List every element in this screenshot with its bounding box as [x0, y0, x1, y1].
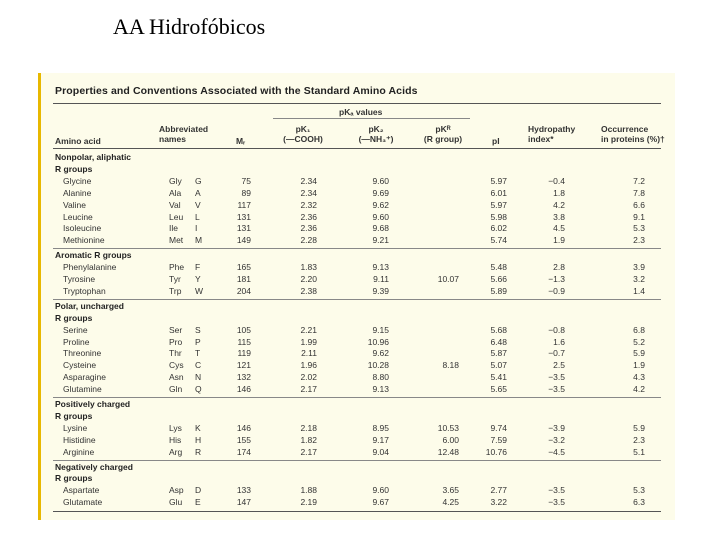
cell-name: Arginine — [63, 446, 95, 457]
cell-mr: 204 — [236, 285, 251, 296]
cell-mr: 121 — [236, 360, 251, 371]
cell-abbr1: G — [195, 175, 202, 186]
cell-occurrence: 5.2 — [633, 336, 645, 347]
cell-mr: 89 — [241, 187, 251, 198]
cell-abbr1: E — [195, 497, 201, 508]
cell-hydropathy: 2.5 — [553, 360, 565, 371]
cell-pi: 7.59 — [490, 434, 507, 445]
cell-pi: 6.02 — [490, 223, 507, 234]
cell-pk2: 9.15 — [372, 324, 389, 335]
cell-hydropathy: 1.6 — [553, 336, 565, 347]
cell-occurrence: 4.3 — [633, 372, 645, 383]
cell-occurrence: 6.6 — [633, 199, 645, 210]
cell-hydropathy: −3.5 — [548, 372, 565, 383]
cell-name: Asparagine — [63, 372, 107, 383]
group-divider — [53, 248, 661, 249]
cell-pk2: 9.69 — [372, 187, 389, 198]
cell-abbr3: Pro — [169, 336, 183, 347]
cell-pk1: 1.82 — [300, 434, 317, 445]
cell-hydropathy: −3.9 — [548, 422, 565, 433]
header-abbrev: Abbreviated names — [159, 124, 209, 144]
cell-pk2: 9.13 — [372, 262, 389, 273]
cell-pk2: 9.60 — [372, 211, 389, 222]
cell-hydropathy: 4.2 — [553, 199, 565, 210]
cell-occurrence: 7.8 — [633, 187, 645, 198]
cell-hydropathy: 3.8 — [553, 211, 565, 222]
cell-abbr1: P — [195, 336, 201, 347]
cell-pk2: 9.17 — [372, 434, 389, 445]
cell-name: Glutamate — [63, 497, 103, 508]
header-mr: Mᵣ — [236, 136, 246, 146]
cell-pk1: 2.34 — [300, 175, 317, 186]
cell-pk1: 2.21 — [300, 324, 317, 335]
cell-name: Histidine — [63, 434, 96, 445]
cell-pk2: 10.96 — [367, 336, 389, 347]
cell-name: Tyrosine — [63, 274, 96, 284]
cell-mr: 115 — [237, 336, 251, 347]
cell-mr: 181 — [236, 274, 251, 284]
cell-name: Glutamine — [63, 384, 102, 395]
cell-abbr3: Gly — [169, 175, 182, 186]
cell-pi: 5.98 — [490, 211, 507, 222]
cell-abbr3: Ile — [169, 223, 178, 234]
cell-occurrence: 6.8 — [633, 324, 645, 335]
cell-pk2: 9.11 — [373, 274, 389, 284]
cell-hydropathy: 1.9 — [553, 235, 565, 246]
cell-abbr1: S — [195, 324, 201, 335]
group-heading: Positively charged — [55, 399, 131, 409]
cell-abbr1: D — [195, 485, 202, 496]
cell-name: Cysteine — [63, 360, 97, 371]
cell-pk1: 2.32 — [300, 199, 317, 210]
cell-pkr: 12.48 — [437, 446, 459, 457]
cell-abbr1: V — [195, 199, 201, 210]
cell-mr: 131 — [236, 223, 251, 234]
cell-abbr1: Q — [195, 384, 202, 395]
cell-pkr: 10.07 — [437, 274, 459, 284]
cell-pk1: 2.02 — [300, 372, 317, 383]
table-title: Properties and Conventions Associated with the Standard Amino Acids — [55, 85, 418, 97]
cell-pi: 5.68 — [490, 324, 507, 335]
cell-hydropathy: 4.5 — [553, 223, 565, 234]
cell-name: Leucine — [63, 211, 93, 222]
cell-name: Lysine — [63, 422, 88, 433]
cell-pk2: 9.39 — [372, 285, 389, 296]
cell-pi: 10.76 — [485, 446, 507, 457]
pka-header-rule — [273, 118, 470, 119]
cell-hydropathy: −1.3 — [548, 274, 565, 284]
cell-mr: 117 — [237, 199, 251, 210]
cell-pkr: 4.25 — [442, 497, 459, 508]
cell-pk2: 8.95 — [372, 422, 389, 433]
cell-pk2: 9.04 — [372, 446, 389, 457]
group-heading: R groups — [55, 312, 93, 323]
header-occurrence: Occurrence in proteins (%)† — [601, 124, 665, 144]
cell-abbr3: Lys — [169, 422, 182, 433]
cell-abbr1: Y — [195, 274, 201, 284]
cell-abbr1: N — [195, 372, 202, 383]
cell-abbr3: Gln — [169, 384, 183, 395]
cell-pkr: 3.65 — [442, 485, 459, 496]
header-hydropathy: Hydropathy index* — [528, 124, 576, 144]
cell-name: Serine — [63, 324, 88, 335]
cell-occurrence: 5.3 — [633, 223, 645, 234]
cell-pk2: 9.68 — [372, 223, 389, 234]
cell-pkr: 6.00 — [442, 434, 459, 445]
cell-mr: 133 — [236, 485, 251, 496]
cell-pk1: 2.28 — [300, 235, 317, 246]
cell-pi: 6.48 — [490, 336, 507, 347]
cell-abbr1: W — [195, 285, 204, 296]
cell-pk1: 2.34 — [300, 187, 317, 198]
cell-pk2: 9.21 — [372, 235, 389, 246]
cell-hydropathy: −0.7 — [548, 348, 565, 359]
cell-mr: 165 — [236, 262, 251, 273]
cell-name: Isoleucine — [63, 223, 102, 234]
cell-pi: 2.77 — [490, 485, 507, 496]
cell-occurrence: 1.9 — [633, 360, 645, 371]
cell-name: Valine — [63, 199, 86, 210]
cell-abbr3: Ala — [169, 187, 182, 198]
cell-mr: 131 — [236, 211, 251, 222]
cell-mr: 147 — [236, 497, 251, 508]
cell-hydropathy: −0.9 — [548, 285, 565, 296]
amino-acid-table — [38, 73, 675, 520]
cell-pi: 5.07 — [490, 360, 507, 371]
cell-abbr1: M — [195, 235, 203, 246]
cell-pi: 5.48 — [490, 262, 507, 273]
cell-name: Alanine — [63, 187, 92, 198]
cell-pk2: 9.13 — [372, 384, 389, 395]
slide-title: AA Hidrofóbicos — [113, 14, 266, 39]
cell-hydropathy: −3.5 — [548, 485, 565, 496]
group-divider — [53, 299, 661, 300]
cell-abbr3: Ser — [169, 324, 183, 335]
cell-occurrence: 5.1 — [633, 446, 645, 457]
cell-hydropathy: −3.5 — [548, 384, 565, 395]
cell-occurrence: 5.9 — [633, 348, 645, 359]
cell-mr: 174 — [236, 446, 251, 457]
cell-occurrence: 2.3 — [633, 434, 645, 445]
cell-occurrence: 2.3 — [633, 235, 645, 246]
cell-abbr1: T — [195, 348, 201, 359]
cell-abbr1: R — [195, 446, 202, 457]
cell-hydropathy: −3.5 — [548, 497, 565, 508]
cell-mr: 105 — [236, 324, 251, 335]
cell-pk1: 2.38 — [300, 285, 317, 296]
cell-name: Glycine — [63, 175, 92, 186]
group-heading: Polar, uncharged — [55, 300, 124, 311]
cell-pk1: 2.17 — [300, 446, 317, 457]
cell-abbr3: Tyr — [169, 274, 181, 284]
cell-abbr3: Val — [169, 199, 181, 210]
cell-pk1: 2.17 — [300, 384, 317, 395]
cell-abbr3: Leu — [169, 211, 184, 222]
cell-pk1: 1.83 — [300, 262, 317, 273]
cell-pi: 5.97 — [490, 175, 507, 186]
group-heading: R groups — [55, 163, 93, 174]
cell-pi: 5.89 — [490, 285, 507, 296]
group-heading: R groups — [55, 473, 93, 484]
cell-pk1: 1.99 — [300, 336, 317, 347]
cell-abbr3: Arg — [169, 446, 183, 457]
cell-name: Phenylalanine — [63, 262, 117, 273]
cell-occurrence: 7.2 — [633, 175, 645, 186]
cell-pk1: 2.36 — [300, 223, 317, 234]
cell-abbr1: I — [195, 223, 198, 234]
cell-pkr: 8.18 — [442, 360, 459, 371]
group-divider — [53, 460, 661, 461]
cell-pk1: 1.96 — [300, 360, 317, 371]
cell-pk2: 9.62 — [372, 199, 389, 210]
header-pkr: pKᴿ (R group) — [423, 124, 463, 144]
cell-occurrence: 6.3 — [633, 497, 645, 508]
cell-name: Tryptophan — [63, 285, 106, 296]
cell-abbr3: Thr — [169, 348, 182, 359]
cell-pk1: 1.88 — [300, 485, 317, 496]
cell-abbr3: Met — [169, 235, 184, 246]
cell-mr: 146 — [236, 422, 251, 433]
cell-abbr1: A — [195, 187, 201, 198]
cell-occurrence: 3.2 — [633, 274, 645, 284]
cell-mr: 146 — [236, 384, 251, 395]
cell-abbr1: H — [195, 434, 202, 445]
cell-abbr1: F — [195, 262, 201, 273]
cell-hydropathy: −4.5 — [548, 446, 565, 457]
cell-abbr3: Asn — [169, 372, 184, 383]
cell-abbr1: L — [195, 211, 200, 222]
cell-occurrence: 5.9 — [633, 422, 645, 433]
cell-abbr3: Asp — [169, 485, 184, 496]
cell-pk1: 2.36 — [300, 211, 317, 222]
group-heading: Aromatic R groups — [55, 250, 132, 261]
cell-occurrence: 4.2 — [633, 384, 645, 395]
cell-pk2: 9.60 — [372, 175, 389, 186]
cell-pk2: 8.80 — [372, 372, 389, 383]
cell-pkr: 10.53 — [437, 422, 459, 433]
cell-pi: 9.74 — [490, 422, 507, 433]
cell-pi: 5.41 — [490, 372, 507, 383]
cell-occurrence: 9.1 — [633, 211, 645, 222]
cell-abbr3: Trp — [169, 285, 182, 296]
group-heading: Nonpolar, aliphatic — [55, 152, 132, 162]
header-pk2: pK₂ (—NH₃⁺) — [358, 124, 394, 144]
group-heading: Negatively charged — [55, 461, 133, 472]
cell-pk2: 9.67 — [372, 497, 389, 508]
cell-mr: 132 — [236, 372, 251, 383]
cell-hydropathy: −3.2 — [548, 434, 565, 445]
cell-occurrence: 1.4 — [633, 285, 645, 296]
cell-mr: 119 — [237, 348, 251, 359]
cell-abbr1: K — [195, 422, 201, 433]
cell-abbr1: C — [195, 360, 202, 371]
cell-name: Threonine — [63, 348, 102, 359]
cell-abbr3: His — [169, 434, 182, 445]
group-divider — [53, 397, 661, 398]
cell-abbr3: Cys — [169, 360, 184, 371]
cell-abbr3: Phe — [169, 262, 185, 273]
bottom-rule — [53, 511, 661, 512]
cell-pi: 5.66 — [490, 274, 507, 284]
cell-pi: 5.97 — [490, 199, 507, 210]
cell-pk2: 10.28 — [367, 360, 389, 371]
cell-hydropathy: 1.8 — [553, 187, 565, 198]
top-rule — [53, 103, 661, 104]
cell-pk1: 2.20 — [300, 274, 317, 284]
cell-pi: 3.22 — [490, 497, 507, 508]
cell-pi: 5.87 — [490, 348, 507, 359]
cell-mr: 75 — [241, 175, 251, 186]
cell-pk1: 2.11 — [301, 348, 317, 359]
cell-hydropathy: −0.4 — [548, 175, 565, 186]
cell-pk2: 9.60 — [372, 485, 389, 496]
cell-mr: 155 — [236, 434, 251, 445]
cell-occurrence: 5.3 — [633, 485, 645, 496]
cell-hydropathy: 2.8 — [553, 262, 565, 273]
header-pi: pI — [492, 136, 500, 146]
cell-abbr3: Glu — [169, 497, 183, 508]
cell-pi: 5.65 — [490, 384, 507, 395]
cell-pk1: 2.18 — [300, 422, 317, 433]
header-pk1: pK₁ (—COOH) — [283, 124, 323, 144]
cell-name: Methionine — [63, 235, 105, 246]
group-heading: R groups — [55, 410, 93, 421]
cell-occurrence: 3.9 — [633, 262, 645, 273]
header-rule — [53, 148, 661, 149]
cell-pk1: 2.19 — [300, 497, 317, 508]
cell-pk2: 9.62 — [372, 348, 389, 359]
cell-pi: 5.74 — [490, 235, 507, 246]
pka-values-header: pKₐ values — [339, 107, 383, 117]
cell-name: Aspartate — [63, 485, 100, 496]
cell-name: Proline — [63, 336, 90, 347]
cell-hydropathy: −0.8 — [548, 324, 565, 335]
cell-pi: 6.01 — [490, 187, 507, 198]
header-amino-acid: Amino acid — [55, 136, 101, 146]
cell-mr: 149 — [236, 235, 251, 246]
